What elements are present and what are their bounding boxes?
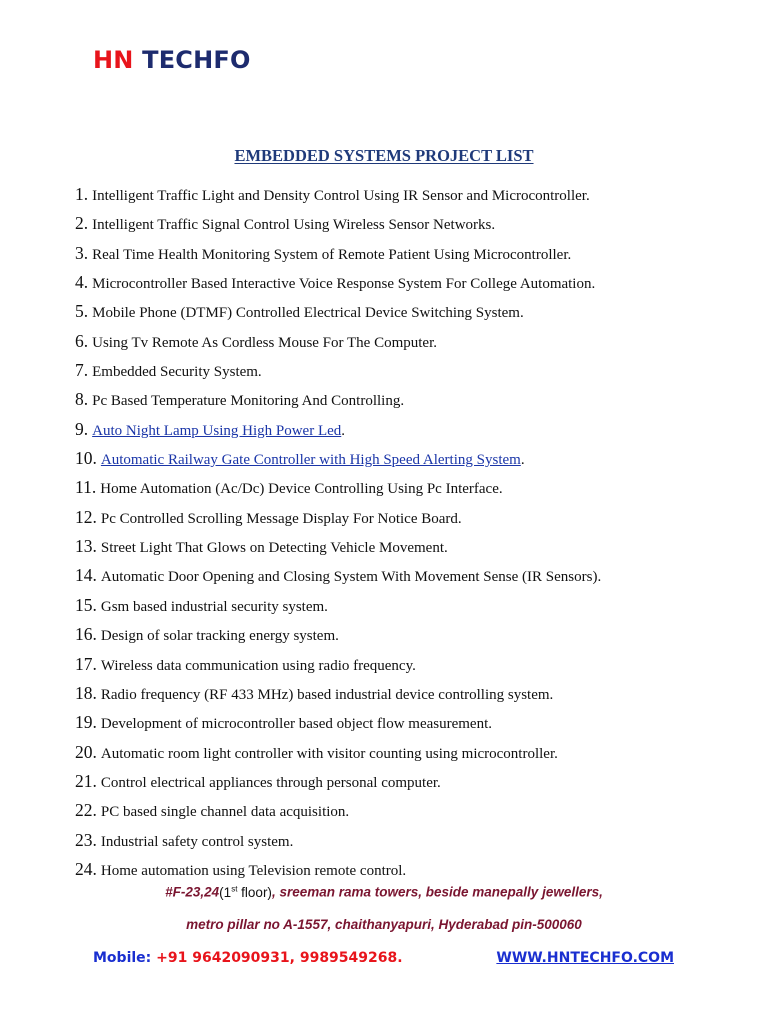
project-text: Home Automation (Ac/Dc) Device Controlling Using Pc Interface. (100, 481, 503, 498)
project-item (75, 415, 735, 444)
address-line-1-rest: , sreeman rama towers, beside manepally jewellers, (271, 884, 603, 900)
project-text: Intelligent Traffic Signal Control Using Wireless Sensor Networks. (92, 217, 496, 234)
project-item (75, 503, 735, 532)
mobile-contact (93, 950, 403, 966)
project-item (75, 796, 735, 825)
project-item (75, 826, 735, 855)
project-number: 18. (75, 682, 97, 703)
project-text: PC based single channel data acquisition. (100, 804, 350, 821)
company-logo (93, 46, 251, 74)
project-item (75, 561, 735, 590)
project-number: 2. (75, 213, 89, 234)
project-item (75, 855, 735, 884)
logo-hn: HN (93, 46, 134, 74)
page-title-text: EMBEDDED SYSTEMS PROJECT LIST (234, 146, 534, 165)
project-number: 19. (75, 712, 97, 733)
project-number: 21. (75, 770, 97, 791)
project-text: Design of solar tracking energy system. (100, 628, 339, 645)
project-text: Auto Night Lamp Using High Power Led. (92, 422, 346, 439)
mobile-numbers: +91 9642090931, 9989549268. (156, 950, 403, 966)
project-list (75, 180, 735, 884)
project-number: 10. (75, 448, 97, 469)
address-line-1 (0, 884, 768, 900)
project-text: Pc Controlled Scrolling Message Display For Notice Board. (100, 510, 462, 527)
project-text: Control electrical appliances through personal computer. (100, 774, 441, 791)
project-number: 22. (75, 800, 97, 821)
project-number: 5. (75, 301, 89, 322)
project-item (75, 473, 735, 502)
project-item (75, 327, 735, 356)
page-title (0, 146, 768, 166)
project-text: Gsm based industrial security system. (100, 598, 328, 615)
website-link[interactable]: WWW.HNTECHFO.COM (496, 950, 674, 966)
project-link[interactable]: Auto Night Lamp Using High Power Led (92, 422, 342, 439)
address-unit: #F-23,24 (165, 884, 220, 900)
project-item (75, 620, 735, 649)
project-item (75, 708, 735, 737)
project-number: 20. (75, 741, 97, 762)
project-item (75, 738, 735, 767)
project-number: 14. (75, 565, 97, 586)
address-floor-sup: st (231, 884, 238, 893)
address-line-2: metro pillar no A-1557, chaithanyapuri, Hyderabad pin-500060 (186, 917, 582, 932)
project-text: Intelligent Traffic Light and Density Control Using IR Sensor and Microcontroller. (92, 188, 590, 204)
project-text: Wireless data communication using radio frequency. (100, 657, 416, 674)
project-number: 24. (75, 858, 97, 879)
project-item (75, 209, 735, 238)
address-floor-post: floor) (237, 884, 272, 900)
project-text: Automatic Railway Gate Controller with High Speed Alerting System. (100, 452, 525, 469)
project-item (75, 356, 735, 385)
project-text: Microcontroller Based Interactive Voice Response System For College Automation. (92, 276, 596, 293)
project-number: 17. (75, 653, 97, 674)
project-text: Pc Based Temperature Monitoring And Controlling. (92, 393, 405, 410)
project-item (75, 239, 735, 268)
logo-techfo: TECHFO (142, 46, 251, 74)
project-number: 11. (75, 477, 97, 498)
project-number: 13. (75, 536, 97, 557)
project-text: Development of microcontroller based object flow measurement. (100, 716, 492, 733)
address-floor-pre: (1 (219, 884, 232, 900)
project-text: Street Light That Glows on Detecting Vehicle Movement. (100, 540, 448, 557)
project-item (75, 297, 735, 326)
project-item (75, 385, 735, 414)
project-number: 16. (75, 624, 97, 645)
project-number: 4. (75, 272, 89, 293)
project-text: Industrial safety control system. (100, 833, 294, 850)
project-number: 23. (75, 829, 97, 850)
project-number: 7. (75, 360, 89, 381)
project-text: Mobile Phone (DTMF) Controlled Electrical Device Switching System. (92, 305, 524, 322)
mobile-label: Mobile: (93, 950, 152, 966)
project-text: Automatic room light controller with visitor counting using microcontroller. (100, 745, 558, 762)
project-text: Radio frequency (RF 433 MHz) based industrial device controlling system. (100, 686, 554, 703)
project-item (75, 767, 735, 796)
project-item (75, 591, 735, 620)
project-text: Embedded Security System. (92, 364, 262, 381)
project-number: 15. (75, 594, 97, 615)
project-link[interactable]: Automatic Railway Gate Controller with High Speed Alerting System (100, 452, 521, 469)
project-item (75, 180, 735, 209)
project-item (75, 650, 735, 679)
project-text: Real Time Health Monitoring System of Remote Patient Using Microcontroller. (92, 246, 572, 263)
project-number: 12. (75, 506, 97, 527)
address-floor (219, 885, 272, 900)
project-number: 3. (75, 242, 89, 263)
project-number: 1. (75, 184, 89, 204)
project-item (75, 532, 735, 561)
project-item (75, 679, 735, 708)
project-number: 6. (75, 330, 89, 351)
project-item (75, 444, 735, 473)
project-text: Using Tv Remote As Cordless Mouse For The Computer. (92, 334, 437, 351)
project-number: 8. (75, 389, 89, 410)
project-number: 9. (75, 418, 89, 439)
project-item (75, 268, 735, 297)
project-text: Automatic Door Opening and Closing System With Movement Sense (IR Sensors). (100, 569, 602, 586)
project-text: Home automation using Television remote control. (100, 862, 407, 879)
